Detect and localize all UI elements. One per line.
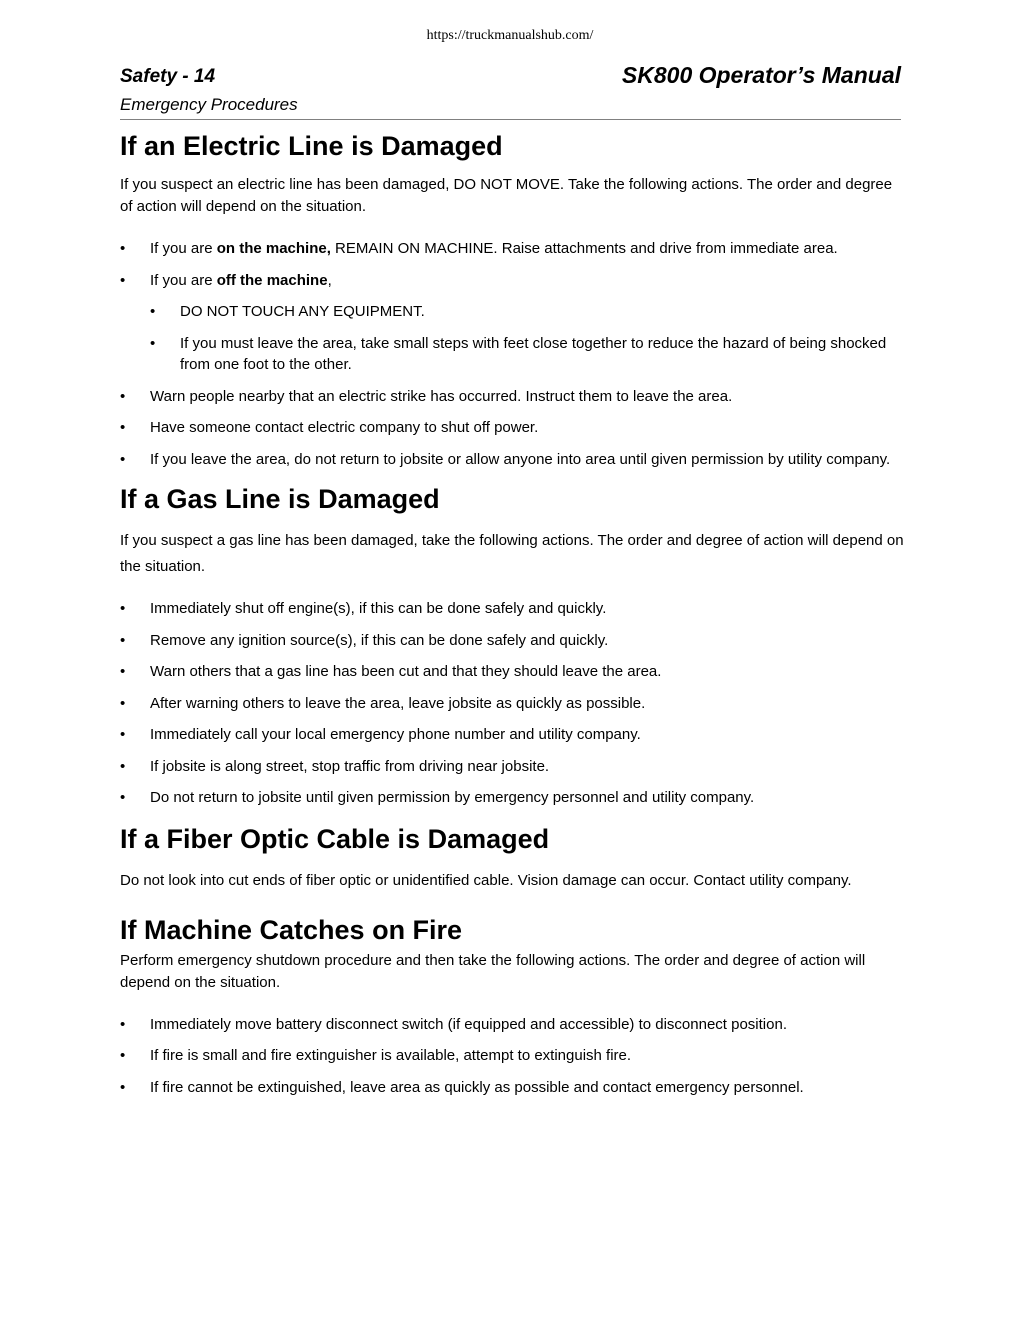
page-number: Safety - 14 — [120, 66, 216, 87]
gas-line-actions-list — [120, 598, 910, 809]
list-item: • Have someone contact electric company to shut off power. — [120, 417, 910, 439]
nested-list-item: • If you must leave the area, take small steps with feet close together to reduce the hazard of being shocked from one foot to the other. — [150, 333, 910, 376]
list-item: • Warn people nearby that an electric strike has occurred. Instruct them to leave the area. — [120, 386, 910, 408]
list-item — [120, 270, 910, 292]
list-item-text: If you are — [150, 271, 217, 289]
page-header — [120, 62, 901, 120]
list-item-text: REMAIN ON MACHINE. Raise attachments and drive from immediate area. — [330, 240, 838, 257]
list-item: • After warning others to leave the area, leave jobsite as quickly as possible. — [120, 693, 910, 715]
list-item: • Immediately move battery disconnect switch (if equipped and accessible) to disconnect position. — [120, 1014, 910, 1036]
list-item: • If jobsite is along street, stop traffic from driving near jobsite. — [120, 756, 910, 778]
list-item: • Remove any ignition source(s), if this can be done safely and quickly. — [120, 630, 910, 652]
list-item — [120, 238, 910, 260]
list-item-text: If you are — [150, 240, 217, 257]
section-intro-machine-fire: Perform emergency shutdown procedure and then take the following actions. The order and degree of action will depend on the situation. — [120, 951, 866, 991]
nested-list-item: • DO NOT TOUCH ANY EQUIPMENT. — [150, 301, 910, 323]
list-item: • Immediately call your local emergency phone number and utility company. — [120, 724, 910, 746]
list-item: • Immediately shut off engine(s), if this can be done safely and quickly. — [120, 598, 910, 620]
source-url: https://truckmanualshub.com/ — [426, 28, 594, 43]
list-item: • If you leave the area, do not return to jobsite or allow anyone into area until given permission by utility company. — [120, 449, 910, 471]
list-item: • Do not return to jobsite until given permission by emergency personnel and utility company. — [120, 787, 910, 809]
page-content — [120, 128, 910, 1108]
section-heading-electric-line: If an Electric Line is Damaged — [120, 131, 503, 161]
list-item-emphasis: off the machine — [216, 271, 328, 289]
section-heading-fiber-optic: If a Fiber Optic Cable is Damaged — [120, 823, 550, 854]
section-intro-electric-line: If you suspect an electric line has been damaged, DO NOT MOVE. Take the following actions. The order and degree of action will depend on the situation. — [120, 176, 893, 215]
list-item-emphasis: on the machine, — [216, 240, 331, 257]
electric-line-actions-list — [120, 238, 910, 470]
manual-title: SK800 Operator’s Manual — [621, 62, 901, 88]
section-heading-machine-fire: If Machine Catches on Fire — [120, 914, 463, 945]
section-intro-fiber-optic: Do not look into cut ends of fiber optic or unidentified cable. Vision damage can occur. Contact utility company. — [120, 871, 852, 889]
section-reference: Emergency Procedures — [120, 95, 298, 114]
list-item: • Warn others that a gas line has been cut and that they should leave the area. — [120, 661, 910, 683]
list-item-text: , — [327, 271, 332, 289]
list-item: • If fire is small and fire extinguisher is available, attempt to extinguish fire. — [120, 1045, 910, 1067]
machine-fire-actions-list — [120, 1014, 910, 1099]
list-item: • If fire cannot be extinguished, leave area as quickly as possible and contact emergency personnel. — [120, 1077, 910, 1099]
section-intro-gas-line: If you suspect a gas line has been damaged, take the following actions. The order and degree of action will depend on the situation. — [120, 532, 904, 575]
section-heading-gas-line: If a Gas Line is Damaged — [120, 484, 440, 514]
